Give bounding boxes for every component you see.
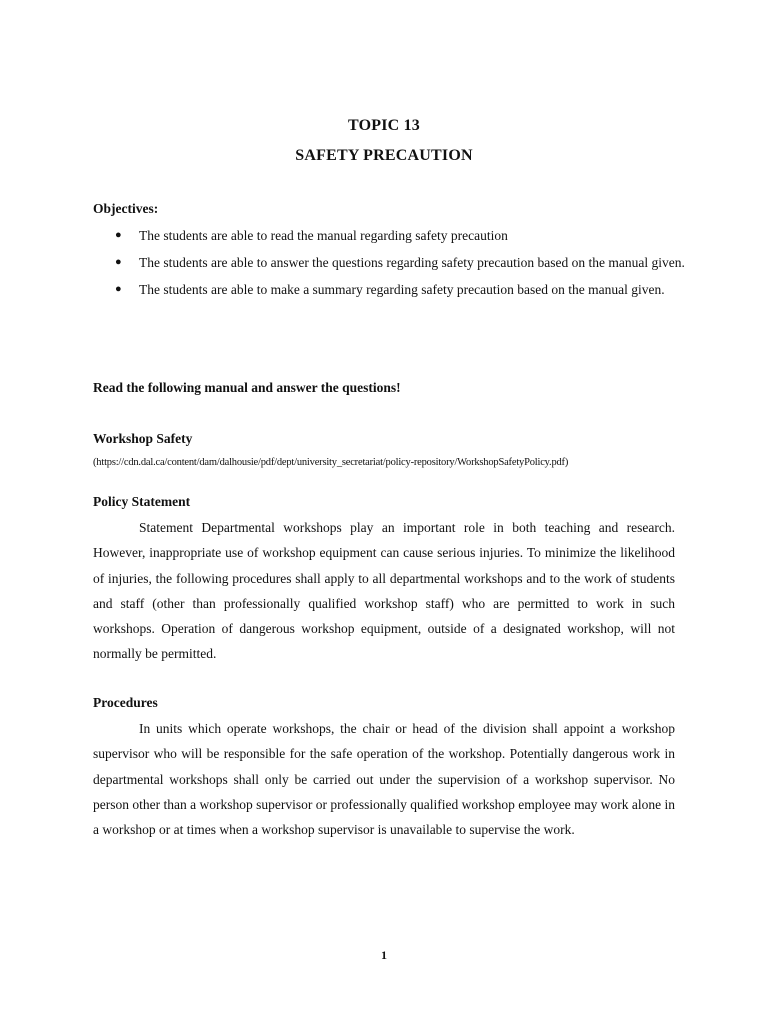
topic-subtitle: SAFETY PRECAUTION bbox=[295, 147, 473, 164]
list-item bbox=[93, 250, 693, 275]
list-item bbox=[93, 223, 693, 248]
policy-paragraph: Statement Departmental workshops play an important role in both teaching and research. However, inappropriate use of workshop equipment can cause serious injuries. To minimize the likelihood of injuries, the following procedures shall apply to all departmental workshops and to the work of students and staff (other than professionally qualified workshop staff) who are permitted to work in such workshops. Operation of dangerous workshop equipment, outside of a designated workshop, will not normally be permitted. bbox=[93, 520, 675, 662]
objective-text: The students are able to make a summary regarding safety precaution based on the manual given. bbox=[139, 282, 665, 297]
bullet-icon: ● bbox=[115, 256, 122, 268]
instruction-text: Read the following manual and answer the questions! bbox=[93, 380, 401, 395]
topic-title: TOPIC 13 bbox=[348, 117, 420, 134]
objectives-list bbox=[93, 223, 693, 304]
source-url: (https://cdn.dal.ca/content/dam/dalhousie/pdf/dept/university_secretariat/policy-repository/WorkshopSafetyPolicy.pdf) bbox=[93, 457, 569, 468]
procedures-paragraph: In units which operate workshops, the chair or head of the division shall appoint a workshop supervisor who will be responsible for the safe operation of the workshop. Potentially dangerous work in departmental workshops shall only be carried out under the supervision of a workshop supervisor. No person other than a workshop supervisor or professionally qualified workshop employee may work alone in a workshop or at times when a workshop supervisor is unavailable to supervise the work. bbox=[93, 721, 675, 838]
procedures-heading: Procedures bbox=[93, 695, 158, 710]
objective-text: The students are able to read the manual regarding safety precaution bbox=[139, 228, 508, 243]
policy-heading: Policy Statement bbox=[93, 494, 191, 509]
page-number: 1 bbox=[381, 948, 387, 962]
bullet-icon: ● bbox=[115, 229, 122, 241]
section-title: Workshop Safety bbox=[93, 431, 193, 446]
bullet-icon: ● bbox=[115, 283, 122, 295]
list-item bbox=[93, 277, 693, 302]
objective-text: The students are able to answer the questions regarding safety precaution based on the manual given. bbox=[139, 255, 685, 270]
objectives-heading: Objectives: bbox=[93, 201, 159, 216]
